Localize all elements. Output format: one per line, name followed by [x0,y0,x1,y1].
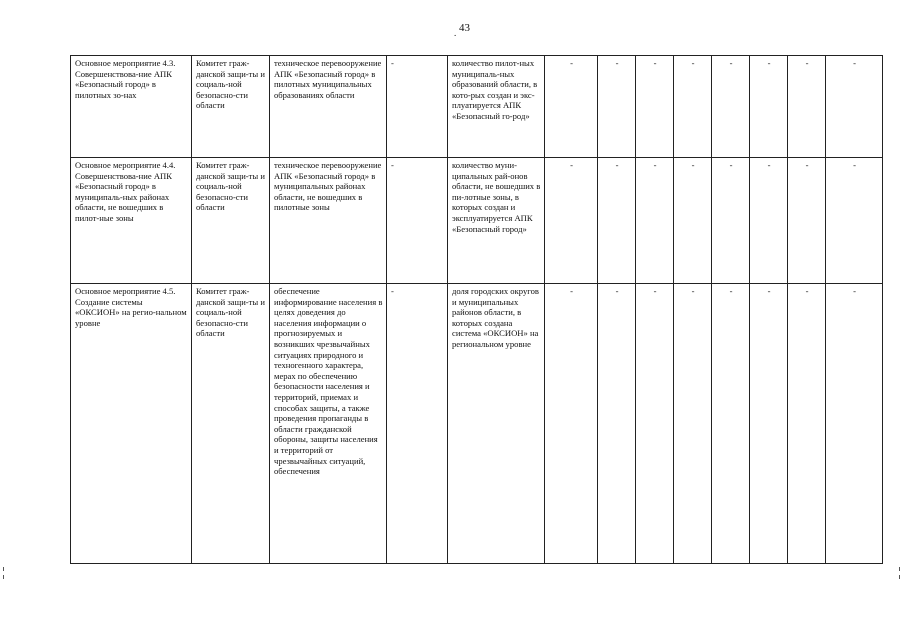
indicator-cell: доля городских округов и муниципальных районов области, в которых создана система «ОКСИОН» на региональном уровне [448,284,545,564]
value-cell: - [598,56,636,158]
relation-cell: - [387,158,448,284]
executor-cell: Комитет граж-данской защи-ты и социаль-ной безопасно-сти области [192,284,270,564]
value-cell: - [674,284,712,564]
table-row [71,158,883,284]
indicator-cell: количество муни-ципальных рай-онов области, не вошедших в пи-лотные зоны, в которых создан и эксплуатируется АПК «Безопасный город» [448,158,545,284]
value-cell: - [636,284,674,564]
value-cell: - [545,284,598,564]
relation-cell: - [387,284,448,564]
value-cell: - [636,158,674,284]
value-cell: - [826,56,883,158]
table-row [71,56,883,158]
content-cell: техническое перевооружение АПК «Безопасный город» в муниципальных районах области, не вошедших в пилотные зоны [270,158,387,284]
value-cell: - [788,284,826,564]
event-cell: Основное мероприятие 4.5. Создание системы «ОКСИОН» на регио-нальном уровне [71,284,192,564]
value-cell: - [674,158,712,284]
value-cell: - [598,158,636,284]
value-cell: - [788,158,826,284]
value-cell: - [788,56,826,158]
content-cell: обеспечение информирование населения в целях доведения до населения информации о прогнозируемых и возникших чрезвычайных ситуациях природного и техногенного характера, мерах по обеспечению безопасности населения и территорий, приемах и способах защиты, а также проведения пропаганды в области гражданской обороны, защиты населения и территорий от чрезвычайных ситуаций, обеспечения [270,284,387,564]
value-cell: - [636,56,674,158]
page-dot: . [454,28,457,38]
value-cell: - [674,56,712,158]
value-cell: - [712,56,750,158]
event-cell: Основное мероприятие 4.3. Совершенствова-ние АПК «Безопасный город» в пилотных зо-нах [71,56,192,158]
value-cell: - [750,56,788,158]
relation-cell: - [387,56,448,158]
value-cell: - [712,284,750,564]
content-cell: техническое перевооружение АПК «Безопасный город» в пилотных муниципальных образованиях области [270,56,387,158]
executor-cell: Комитет граж-данской защи-ты и социаль-ной безопасно-сти области [192,56,270,158]
value-cell: - [545,56,598,158]
value-cell: - [826,158,883,284]
right-edge-mark-2 [899,575,900,579]
table-row [71,284,883,564]
value-cell: - [712,158,750,284]
indicator-cell: количество пилот-ных муниципаль-ных образований области, в кото-рых создан и экс-плуатируется АПК «Безопасный го-род» [448,56,545,158]
left-edge-mark-2 [3,575,4,579]
value-cell: - [750,158,788,284]
event-cell: Основное мероприятие 4.4. Совершенствова-ние АПК «Безопасный город» в муниципаль-ных районах области, не вошедших в пилот-ные зоны [71,158,192,284]
value-cell: - [750,284,788,564]
program-activities-table [70,55,883,564]
executor-cell: Комитет граж-данской защи-ты и социаль-ной безопасно-сти области [192,158,270,284]
value-cell: - [598,284,636,564]
value-cell: - [545,158,598,284]
value-cell: - [826,284,883,564]
right-edge-mark-1 [899,567,900,571]
page-number: 43 [459,22,470,34]
left-edge-mark-1 [3,567,4,571]
